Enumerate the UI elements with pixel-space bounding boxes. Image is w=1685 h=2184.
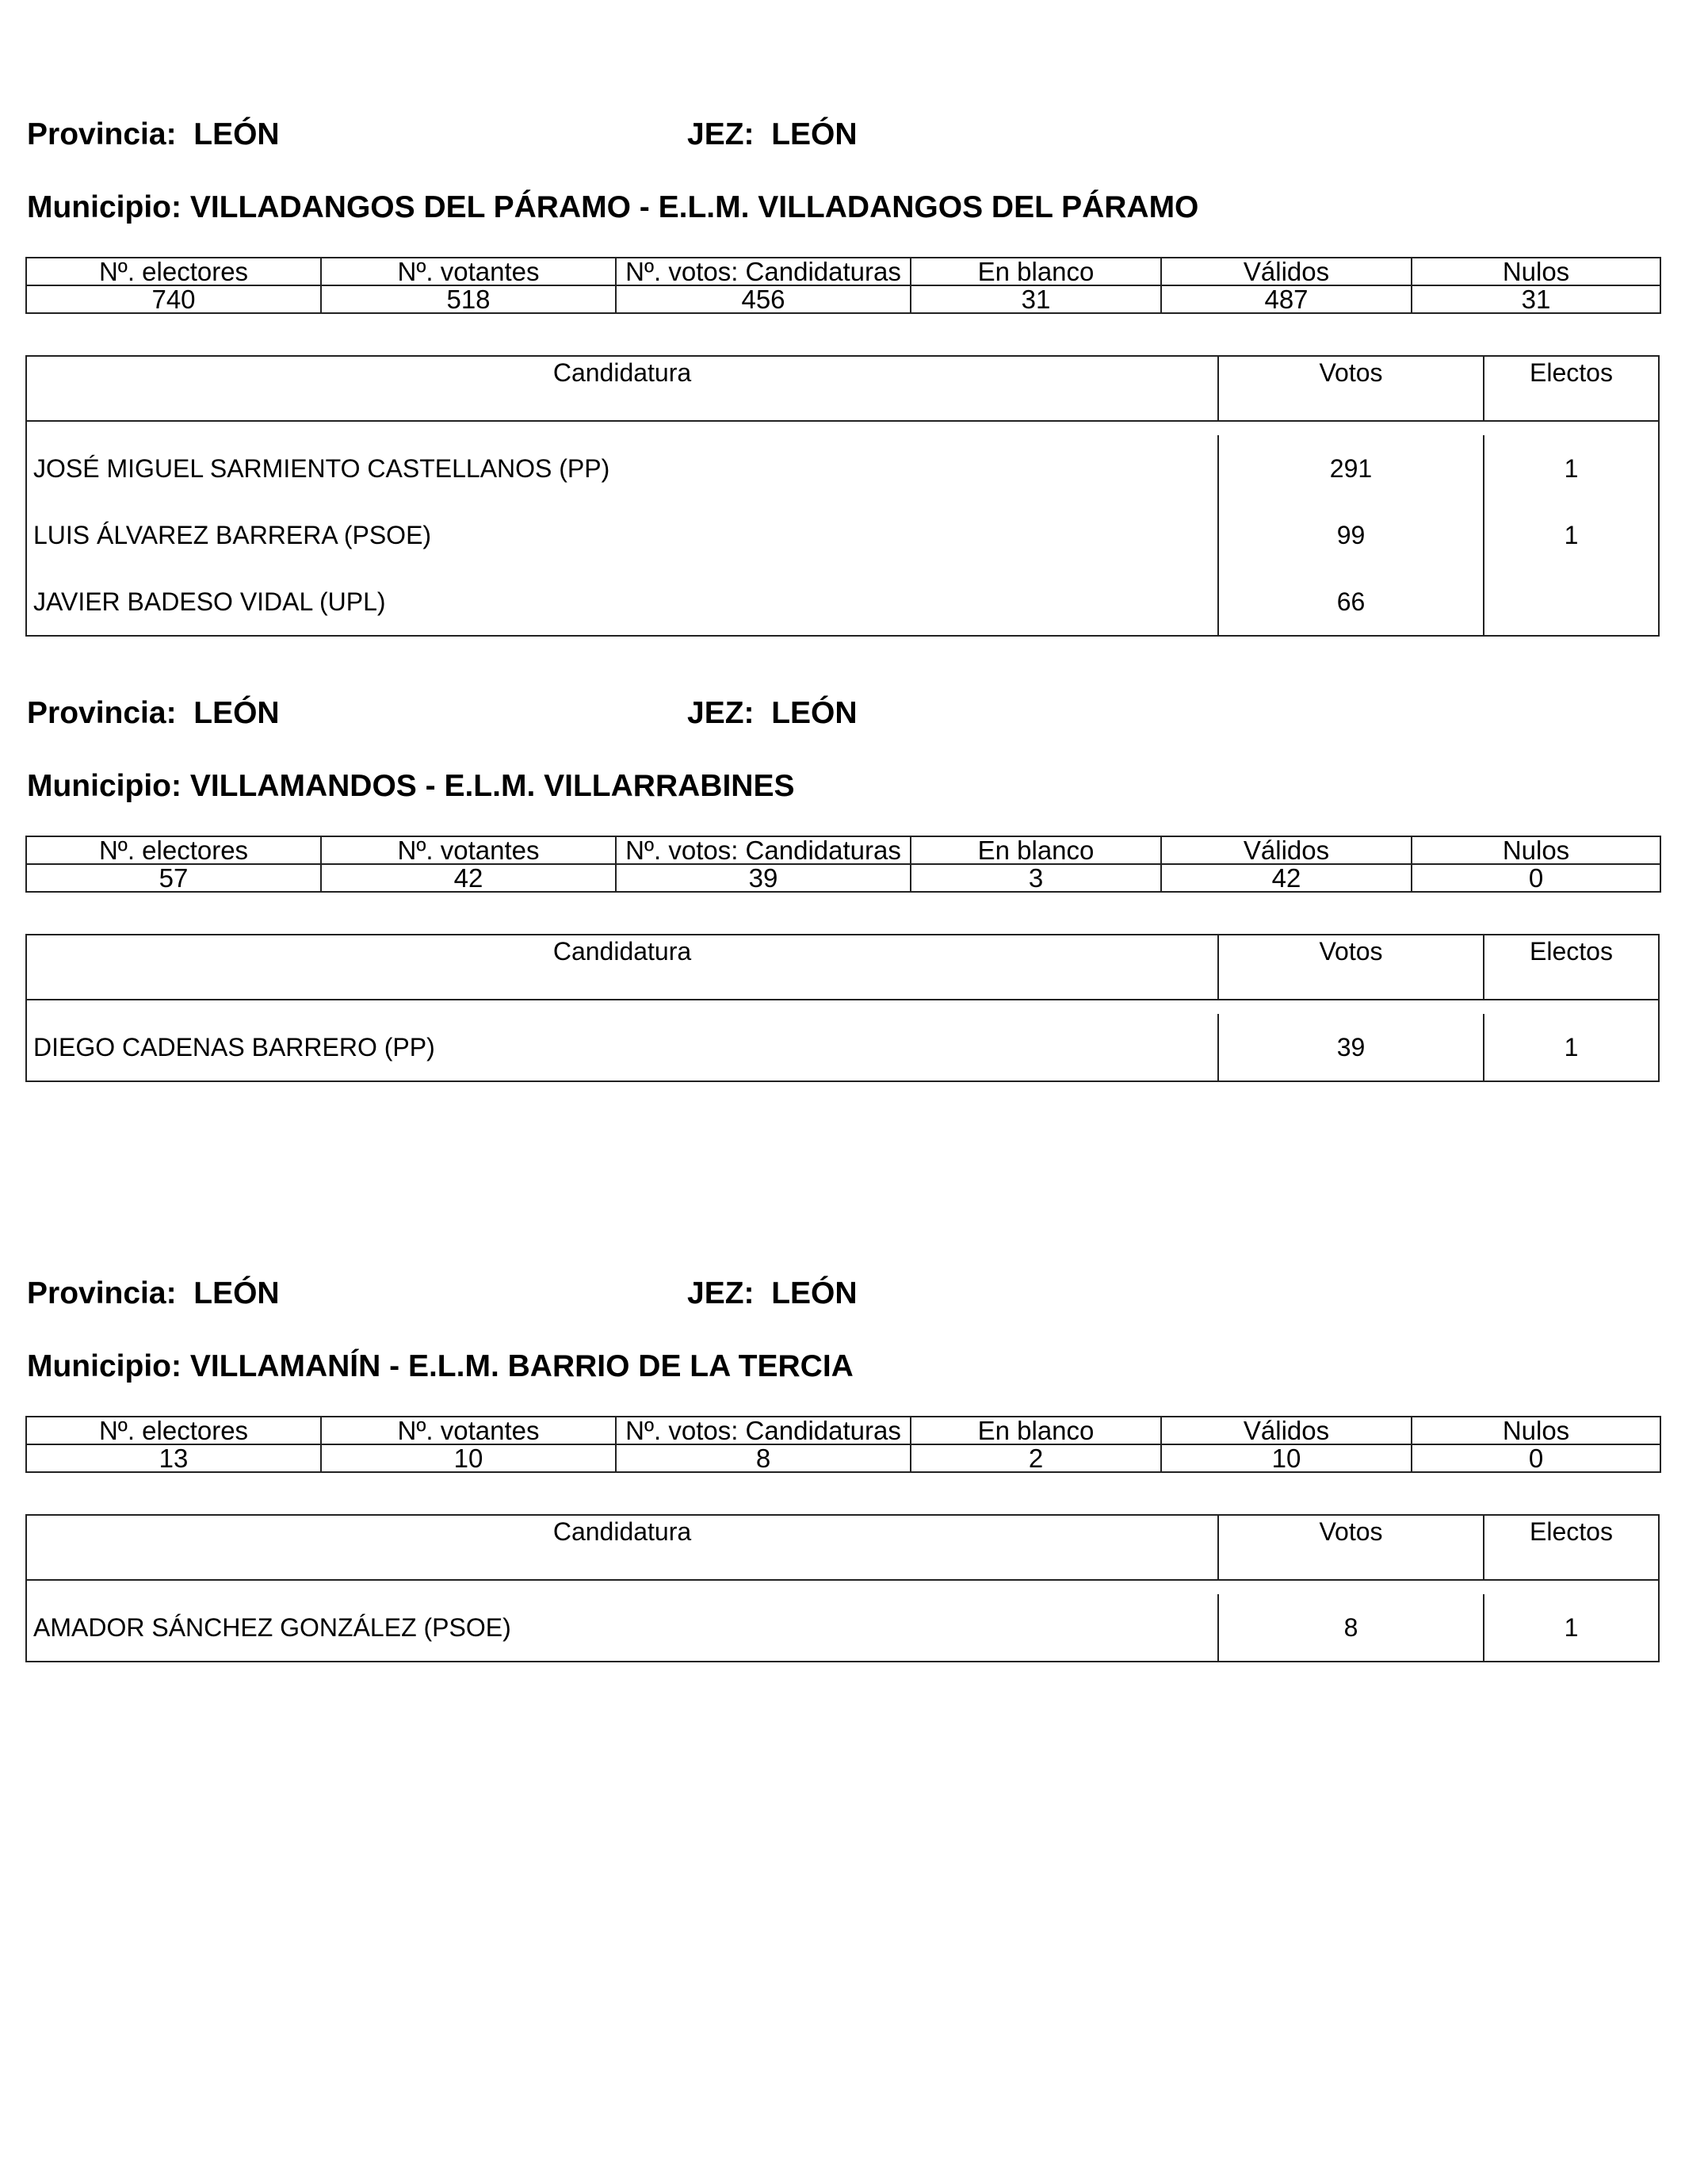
- candidates-header-votos: Votos: [1219, 1516, 1484, 1579]
- candidate-name: JOSÉ MIGUEL SARMIENTO CASTELLANOS (PP): [27, 435, 1219, 502]
- stats-value-cell: 42: [321, 864, 616, 892]
- stats-table: [25, 257, 1661, 314]
- candidates-header-candidatura: Candidatura: [27, 1516, 1219, 1579]
- municipio-line: [27, 1349, 854, 1389]
- candidate-votos: 39: [1219, 1014, 1484, 1081]
- stats-value-cell: 8: [616, 1444, 911, 1472]
- candidate-row: [27, 1000, 1658, 1081]
- municipio-label: Municipio:: [27, 190, 181, 224]
- candidate-name: JAVIER BADESO VIDAL (UPL): [27, 568, 1219, 635]
- municipio-value: VILLADANGOS DEL PÁRAMO - E.L.M. VILLADANGOS DEL PÁRAMO: [189, 190, 1199, 224]
- stats-value-cell: 39: [616, 864, 911, 892]
- stats-value-cell: 13: [26, 1444, 321, 1472]
- candidate-electos: 1: [1564, 520, 1579, 549]
- stats-value-cell: 31: [1412, 285, 1660, 313]
- stats-header-cell: Nº. votos: Candidaturas: [616, 258, 911, 285]
- provincia-value: LEÓN: [193, 1276, 280, 1310]
- jez-value: LEÓN: [771, 1276, 858, 1310]
- candidates-table: [25, 934, 1660, 1082]
- candidate-electos: 1: [1564, 1032, 1579, 1061]
- stats-header-cell: En blanco: [911, 1417, 1161, 1444]
- candidate-name: DIEGO CADENAS BARRERO (PP): [27, 1014, 1219, 1081]
- stats-header-cell: Nº. votantes: [321, 836, 616, 864]
- municipio-value: VILLAMANDOS - E.L.M. VILLARRABINES: [189, 769, 795, 803]
- stats-header-cell: Válidos: [1161, 258, 1412, 285]
- stats-header-cell: Nº. votantes: [321, 258, 616, 285]
- jez-label: JEZ:: [687, 117, 755, 151]
- municipio-label: Municipio:: [27, 1349, 181, 1383]
- stats-header-cell: Nº. electores: [26, 1417, 321, 1444]
- stats-header-cell: Nº. votos: Candidaturas: [616, 836, 911, 864]
- provincia-value: LEÓN: [193, 117, 280, 151]
- stats-value-row: [26, 285, 1660, 313]
- municipio-label: Municipio:: [27, 769, 181, 803]
- candidates-header-votos: Votos: [1219, 357, 1484, 420]
- stats-header-cell: Nulos: [1412, 836, 1660, 864]
- stats-value-cell: 0: [1412, 1444, 1660, 1472]
- municipio-value: VILLAMANÍN - E.L.M. BARRIO DE LA TERCIA: [189, 1349, 854, 1383]
- candidates-header-candidatura: Candidatura: [27, 935, 1219, 999]
- stats-header-cell: En blanco: [911, 258, 1161, 285]
- stats-value-cell: 10: [321, 1444, 616, 1472]
- candidates-header-row: [27, 1516, 1658, 1581]
- stats-header-cell: Nulos: [1412, 258, 1660, 285]
- jez-label: JEZ:: [687, 1276, 755, 1310]
- stats-value-cell: 31: [911, 285, 1161, 313]
- candidates-header-electos: Electos: [1530, 1517, 1613, 1546]
- candidates-table: [25, 1514, 1660, 1662]
- provincia-line: [27, 117, 280, 157]
- candidate-votos: 8: [1219, 1594, 1484, 1661]
- stats-value-cell: 3: [911, 864, 1161, 892]
- candidate-row: [27, 1581, 1658, 1661]
- provincia-label: Provincia:: [27, 1276, 177, 1310]
- candidates-header-row: [27, 357, 1658, 422]
- provincia-line: [27, 1276, 280, 1316]
- stats-value-cell: 456: [616, 285, 911, 313]
- stats-value-cell: 740: [26, 285, 321, 313]
- candidates-header-votos: Votos: [1219, 935, 1484, 999]
- stats-value-cell: 10: [1161, 1444, 1412, 1472]
- candidates-header-candidatura: Candidatura: [27, 357, 1219, 420]
- candidate-votos: 66: [1219, 568, 1484, 635]
- jez-label: JEZ:: [687, 696, 755, 730]
- stats-header-cell: Nº. electores: [26, 258, 321, 285]
- candidates-header-electos: Electos: [1530, 937, 1613, 966]
- jez-value: LEÓN: [771, 696, 858, 730]
- candidate-votos: 291: [1219, 435, 1484, 502]
- municipio-line: [27, 190, 1198, 230]
- candidate-name: LUIS ÁLVAREZ BARRERA (PSOE): [27, 502, 1219, 568]
- stats-header-cell: Nulos: [1412, 1417, 1660, 1444]
- stats-header-cell: Válidos: [1161, 1417, 1412, 1444]
- provincia-value: LEÓN: [193, 696, 280, 730]
- stats-header-cell: En blanco: [911, 836, 1161, 864]
- stats-table: [25, 836, 1661, 893]
- candidate-name: AMADOR SÁNCHEZ GONZÁLEZ (PSOE): [27, 1594, 1219, 1661]
- provincia-label: Provincia:: [27, 117, 177, 151]
- candidate-row: [27, 568, 1658, 635]
- candidates-header-electos: Electos: [1530, 358, 1613, 387]
- candidate-row: [27, 502, 1658, 568]
- provincia-label: Provincia:: [27, 696, 177, 730]
- candidate-electos: 1: [1564, 453, 1579, 483]
- stats-value-cell: 42: [1161, 864, 1412, 892]
- stats-header-cell: Nº. votos: Candidaturas: [616, 1417, 911, 1444]
- candidate-electos: [1484, 568, 1658, 635]
- stats-value-cell: 0: [1412, 864, 1660, 892]
- stats-value-cell: 57: [26, 864, 321, 892]
- stats-header-row: [26, 1417, 1660, 1444]
- stats-value-cell: 518: [321, 285, 616, 313]
- provincia-line: [27, 696, 280, 736]
- stats-value-cell: 487: [1161, 285, 1412, 313]
- candidates-header-row: [27, 935, 1658, 1000]
- jez-line: [687, 696, 858, 736]
- stats-value-row: [26, 1444, 1660, 1472]
- candidate-electos: 1: [1564, 1612, 1579, 1642]
- stats-value-cell: 2: [911, 1444, 1161, 1472]
- stats-table: [25, 1416, 1661, 1473]
- stats-header-row: [26, 258, 1660, 285]
- candidate-row: [27, 422, 1658, 502]
- jez-value: LEÓN: [771, 117, 858, 151]
- municipio-line: [27, 769, 794, 809]
- candidate-votos: 99: [1219, 502, 1484, 568]
- stats-header-row: [26, 836, 1660, 864]
- jez-line: [687, 1276, 858, 1316]
- stats-header-cell: Nº. votantes: [321, 1417, 616, 1444]
- candidates-table: [25, 355, 1660, 637]
- stats-header-cell: Nº. electores: [26, 836, 321, 864]
- stats-header-cell: Válidos: [1161, 836, 1412, 864]
- jez-line: [687, 117, 858, 157]
- stats-value-row: [26, 864, 1660, 892]
